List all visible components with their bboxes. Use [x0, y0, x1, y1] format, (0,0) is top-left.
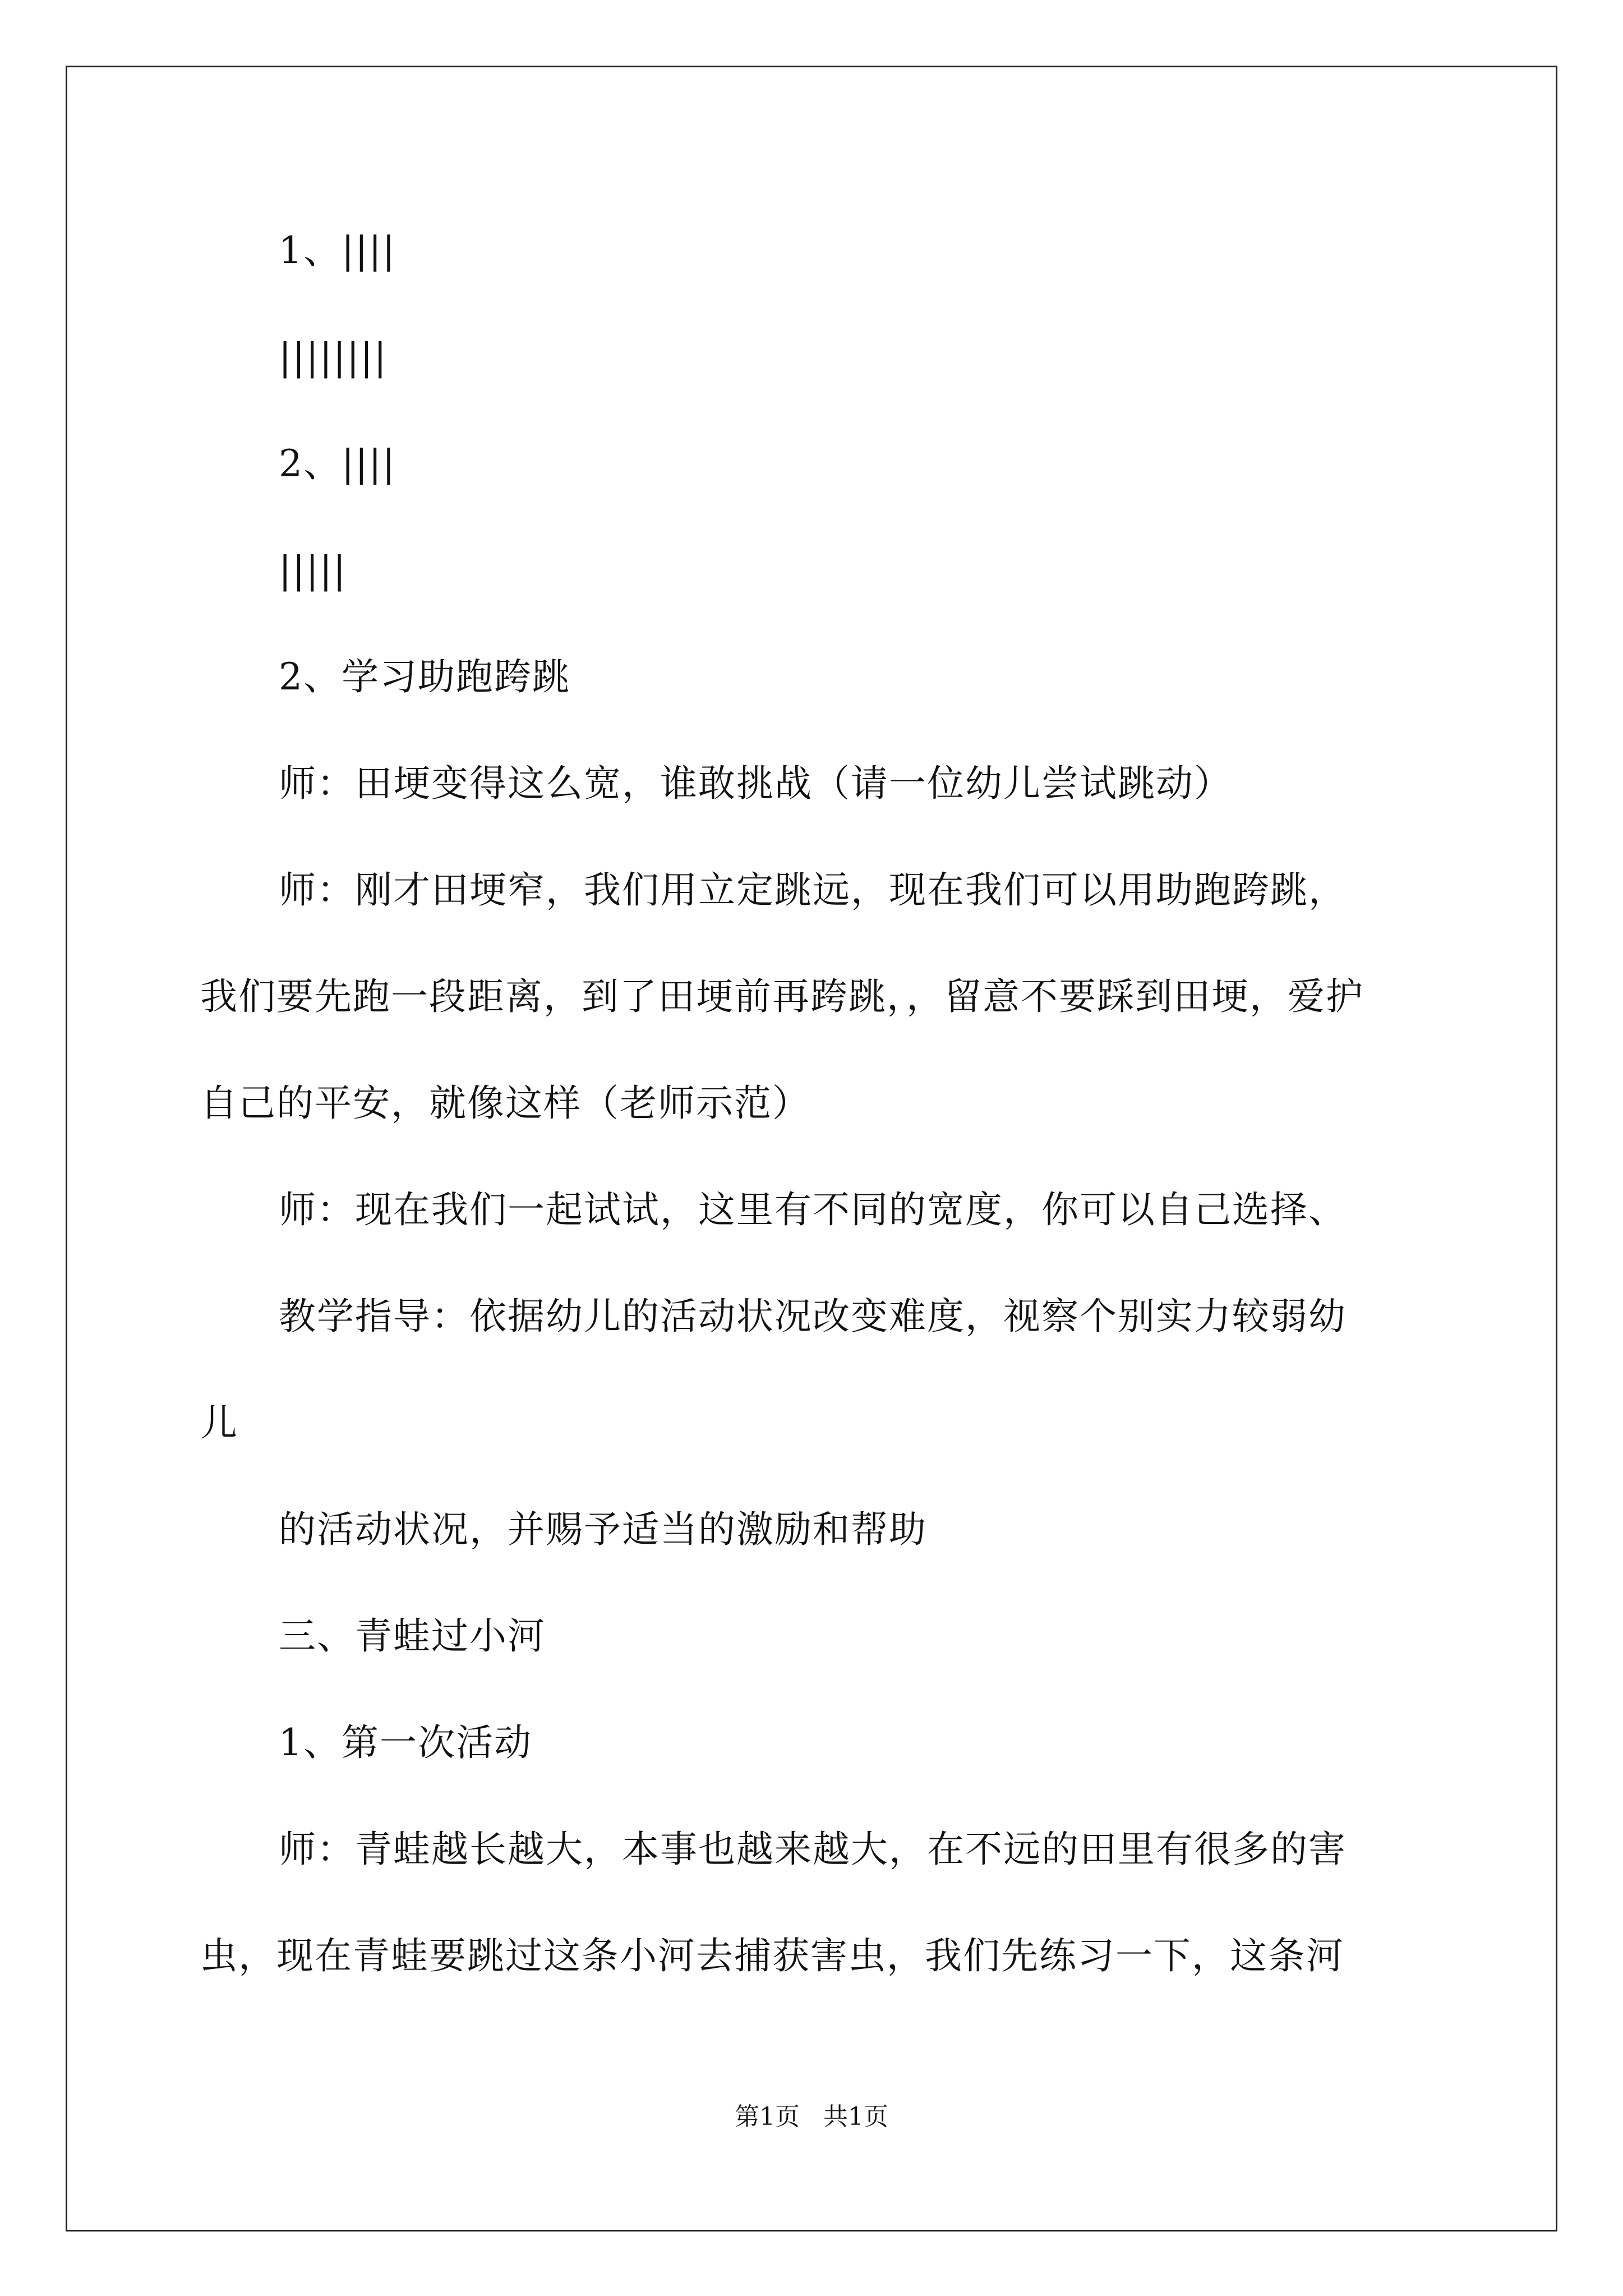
- paragraph-line: 师：现在我们一起试试，这里有不同的宽度，你可以自己选择、: [279, 1188, 1347, 1231]
- paragraph-line: 1、第一次活动: [279, 1721, 532, 1764]
- paragraph-line: 我们要先跑一段距离，到了田埂前再跨跳，，留意不要踩到田埂，爱护: [200, 975, 1364, 1018]
- paragraph-line: 三、青蛙过小河: [279, 1614, 546, 1658]
- paragraph-line: 师：刚才田埂窄，我们用立定跳远，现在我们可以用助跑跨跳，: [279, 868, 1347, 912]
- paragraph-line: 1、||||: [279, 229, 396, 272]
- paragraph-line: 自己的平安，就像这样（老师示范）: [200, 1082, 810, 1125]
- paragraph-line: ||||||||: [279, 335, 388, 379]
- paragraph-line: 儿: [200, 1401, 238, 1444]
- paragraph-line: 2、||||: [279, 442, 396, 485]
- paragraph-line: 虫，现在青蛙要跳过这条小河去捕获害虫，我们先练习一下，这条河: [200, 1934, 1344, 1977]
- paragraph-line: 师：青蛙越长越大，本事也越来越大，在不远的田里有很多的害: [279, 1828, 1347, 1871]
- page-footer: 第1页 共1页: [735, 2102, 888, 2131]
- paragraph-line: 教学指导：依据幼儿的活动状况改变难度，视察个别实力较弱幼: [279, 1295, 1347, 1338]
- paragraph-line: |||||: [279, 549, 347, 592]
- paragraph-line: 的活动状况，并赐予适当的激励和帮助: [279, 1508, 927, 1551]
- paragraph-line: 2、学习助跑跨跳: [279, 655, 570, 698]
- paragraph-line: 师：田埂变得这么宽，谁敢挑战（请一位幼儿尝试跳动）: [279, 762, 1232, 805]
